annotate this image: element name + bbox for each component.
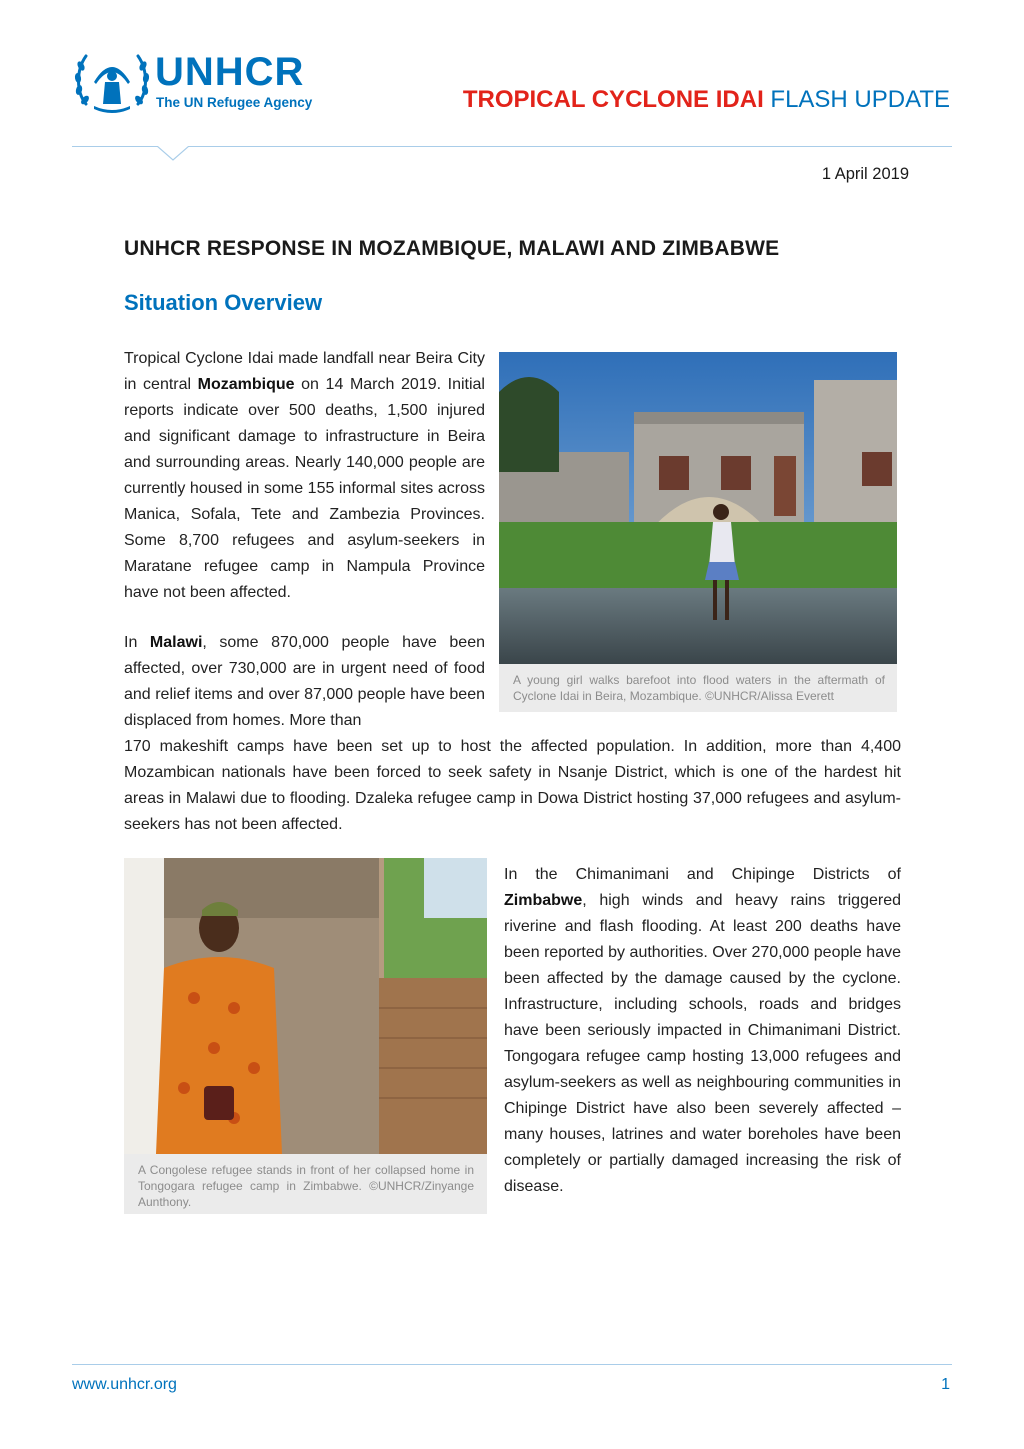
figure-refugee-photo (124, 858, 487, 1214)
p2-text-mid: , some 870,000 people have been affected, over 730,000 are in urgent need of food and relief items and over 87,000 people have been displaced from homes. More than (124, 634, 485, 729)
header-divider (72, 146, 952, 147)
figure1-caption: A young girl walks barefoot into flood waters in the aftermath of Cyclone Idai in Beira, Mozambique. ©UNHCR/Alissa Everett (513, 673, 885, 703)
paragraph-mozambique (124, 346, 485, 606)
footer-website-link[interactable]: www.unhcr.org (72, 1376, 177, 1393)
p3-text-end: , high winds and heavy rains triggered riverine and flash flooding. At least 200 deaths have been reported by authorities. Over 270,000 people have been affected by the damage caused by the cyclone. Infrastructure, including schools, roads and bridges have been seriously impacted in Chimanimani District. Tongogara refugee camp hosting 13,000 refugees and asylum-seekers as well as neighbouring communities in Chipinge District have also been severely affected – many houses, latrines and water boreholes have been completely or partially damaged increasing the risk of disease. (504, 892, 901, 1195)
chevron-down-icon (157, 146, 189, 162)
paragraph-zimbabwe (504, 862, 901, 1200)
p1-country: Mozambique (197, 376, 295, 393)
title-blue-part: FLASH UPDATE (770, 86, 950, 113)
document-title (463, 86, 950, 114)
page-title: UNHCR RESPONSE IN MOZAMBIQUE, MALAWI AND ZIMBABWE (124, 237, 780, 260)
footer-divider (72, 1364, 952, 1365)
paragraph-malawi-part2: 170 makeshift camps have been set up to host the affected population. In addition, more than 4,400 Mozambican nationals have been forced to seek safety in Nsanje District, which is one of the hardest hit areas in Malawi due to flooding. Dzaleka refugee camp in Dowa District hosting 37,000 refugees and asylum-seekers has not been affected. (124, 738, 901, 833)
photo-refugee-woman (124, 858, 487, 1154)
title-red-part: TROPICAL CYCLONE IDAI (462, 86, 764, 113)
p1-text-end: on 14 March 2019. Initial reports indicate over 500 deaths, 1,500 injured and significant damage to infrastructure in Beira and surrounding areas. Nearly 140,000 people are currently housed in some 155 informal sites across Manica, Sofala, Tete and Zambezia Provinces. Some 8,700 refugees and asylum-seekers in Maratane refugee camp in Nampula Province have not been affected. (124, 376, 485, 601)
figure2-caption: A Congolese refugee stands in front of her collapsed home in Tongogara refugee camp in Zimbabwe. ©UNHCR/Zinyange Aunthony. (138, 1163, 474, 1209)
logo-tagline: The UN Refugee Agency (156, 95, 313, 110)
page-number: 1 (941, 1376, 950, 1393)
p3-text-start: In the Chimanimani and Chipinge Districts of (504, 866, 901, 883)
p2-text-start: In (124, 634, 150, 651)
photo-girl-in-flood (499, 352, 897, 664)
section-title: Situation Overview (124, 290, 323, 315)
p2-country: Malawi (149, 634, 203, 651)
figure-flood-photo (499, 352, 897, 712)
logo-wordmark: UNHCR (155, 50, 305, 94)
publication-date: 1 April 2019 (821, 165, 909, 183)
paragraph-malawi-part1 (124, 630, 485, 734)
p3-country: Zimbabwe (504, 892, 583, 909)
p1-text-start: Tropical Cyclone Idai made landfall near Beira City in central (124, 350, 485, 393)
unhcr-emblem-icon (72, 46, 152, 116)
